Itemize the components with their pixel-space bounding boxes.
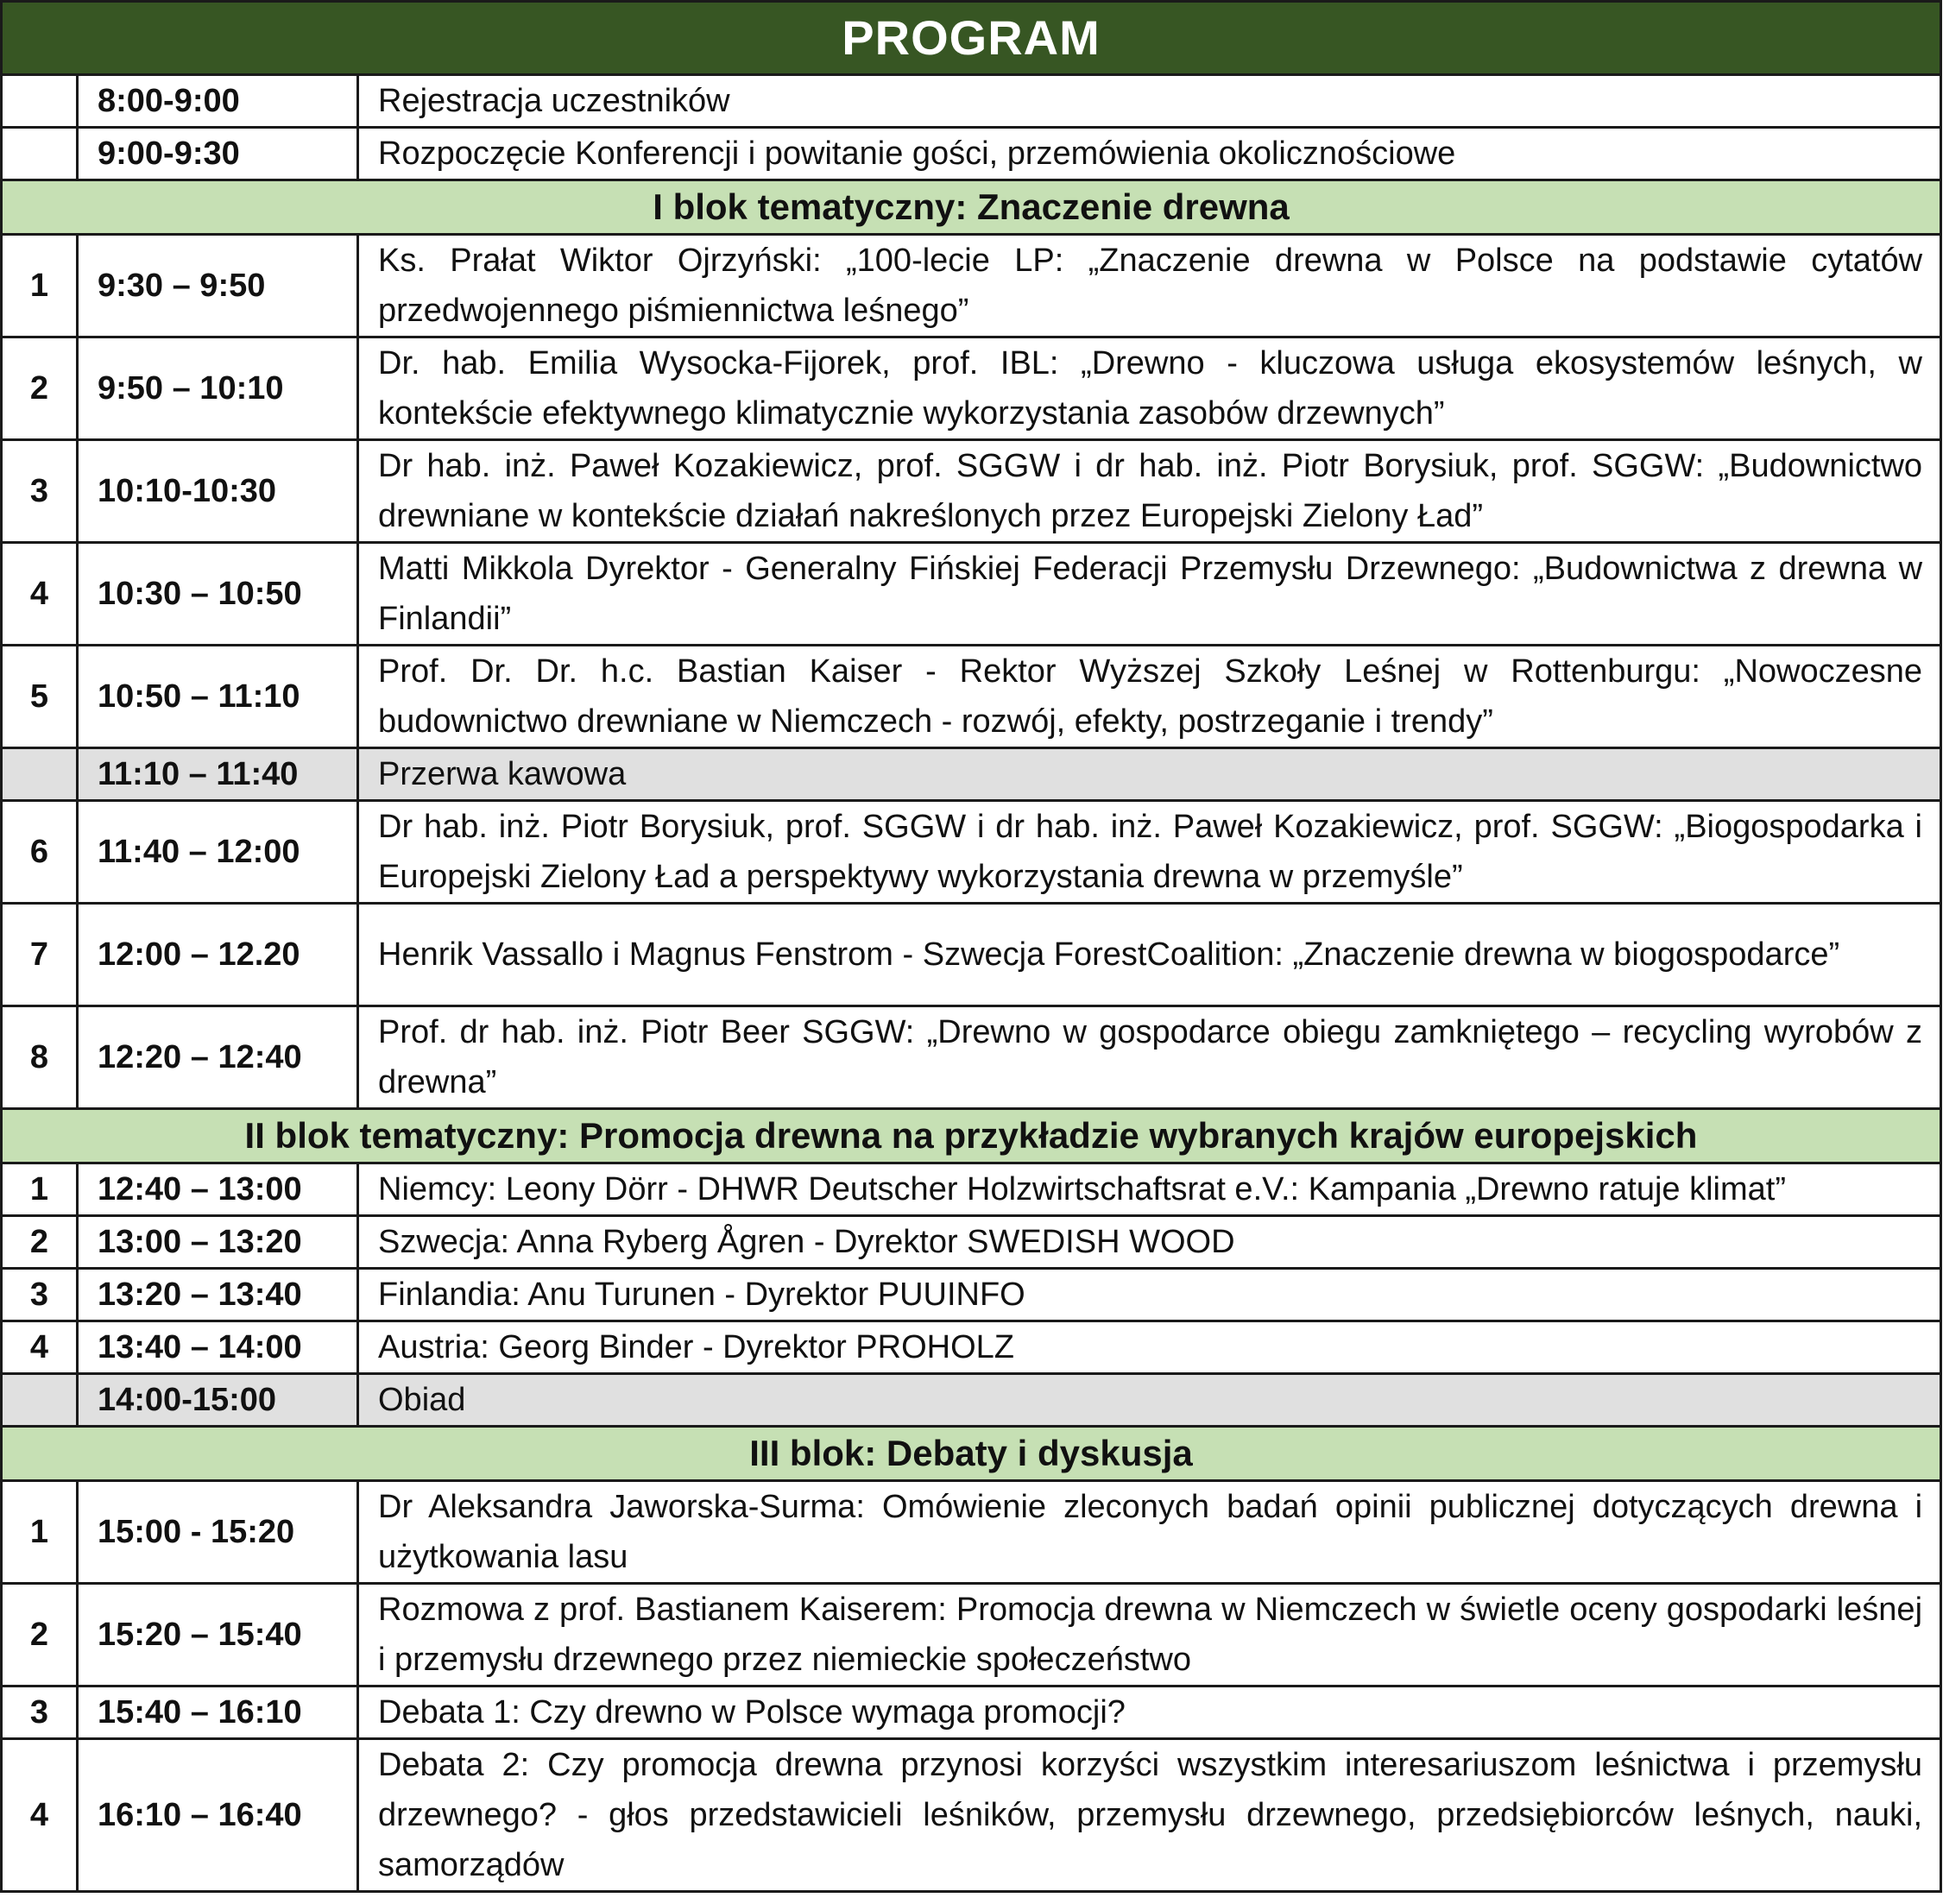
item-description: Ks. Prałat Wiktor Ojrzyński: „100-lecie LP: „Znaczenie drewna w Polsce na podstawie cytatów przedwojennego piśmiennictwa leśnego” <box>358 235 1941 337</box>
table-row <box>2 1163 1941 1216</box>
item-number: 3 <box>2 440 78 543</box>
item-description: Prof. Dr. Dr. h.c. Bastian Kaiser - Rektor Wyższej Szkoły Leśnej w Rottenburgu: „Nowoczesne budownictwo drewniane w Niemczech - rozwój, efekty, postrzeganie i trendy” <box>358 646 1941 748</box>
section-row <box>2 180 1941 235</box>
item-time: 15:00 - 15:20 <box>78 1481 358 1584</box>
item-time: 15:40 – 16:10 <box>78 1686 358 1739</box>
section-row <box>2 1109 1941 1163</box>
item-number: 4 <box>2 1321 78 1374</box>
item-number: 3 <box>2 1686 78 1739</box>
item-description: Prof. dr hab. inż. Piotr Beer SGGW: „Drewno w gospodarce obiegu zamkniętego – recycling wyrobów z drewna” <box>358 1006 1941 1109</box>
table-row <box>2 1321 1941 1374</box>
item-description: Rozpoczęcie Konferencji i powitanie gości, przemówienia okolicznościowe <box>358 128 1941 180</box>
item-description: Finlandia: Anu Turunen - Dyrektor PUUINFO <box>358 1269 1941 1321</box>
item-time: 13:40 – 14:00 <box>78 1321 358 1374</box>
item-description: Debata 2: Czy promocja drewna przynosi korzyści wszystkim interesariuszom leśnictwa i przemysłu drzewnego? - głos przedstawicieli leśników, przemysłu drzewnego, przedsiębiorców leśnych, nauki, samorządów <box>358 1739 1941 1892</box>
item-number: 6 <box>2 801 78 904</box>
table-row <box>2 646 1941 748</box>
item-time: 8:00-9:00 <box>78 75 358 128</box>
item-number: 4 <box>2 1739 78 1892</box>
item-time: 10:30 – 10:50 <box>78 543 358 646</box>
table-row <box>2 801 1941 904</box>
item-number: 2 <box>2 337 78 440</box>
item-time: 12:00 – 12.20 <box>78 904 358 1006</box>
item-number: 5 <box>2 646 78 748</box>
item-description: Dr hab. inż. Paweł Kozakiewicz, prof. SGGW i dr hab. inż. Piotr Borysiuk, prof. SGGW: „Budownictwo drewniane w kontekście działań nakreślonych przez Europejski Zielony Ład” <box>358 440 1941 543</box>
table-row <box>2 1269 1941 1321</box>
item-time: 11:10 – 11:40 <box>78 748 358 801</box>
item-time: 16:10 – 16:40 <box>78 1739 358 1892</box>
item-number: 8 <box>2 1006 78 1109</box>
item-time: 9:00-9:30 <box>78 128 358 180</box>
table-row <box>2 128 1941 180</box>
item-number <box>2 1374 78 1427</box>
table-row <box>2 75 1941 128</box>
table-row <box>2 1739 1941 1892</box>
item-number: 1 <box>2 1481 78 1584</box>
item-time: 11:40 – 12:00 <box>78 801 358 904</box>
item-number <box>2 748 78 801</box>
item-description: Dr Aleksandra Jaworska-Surma: Omówienie zleconych badań opinii publicznej dotyczących drewna i użytkowania lasu <box>358 1481 1941 1584</box>
item-description: Szwecja: Anna Ryberg Ågren - Dyrektor SWEDISH WOOD <box>358 1216 1941 1269</box>
item-time: 10:50 – 11:10 <box>78 646 358 748</box>
item-number: 7 <box>2 904 78 1006</box>
item-time: 12:40 – 13:00 <box>78 1163 358 1216</box>
item-description: Matti Mikkola Dyrektor - Generalny Fińskiej Federacji Przemysłu Drzewnego: „Budownictwa z drewna w Finlandii” <box>358 543 1941 646</box>
table-row <box>2 235 1941 337</box>
item-description: Niemcy: Leony Dörr - DHWR Deutscher Holzwirtschaftsrat e.V.: Kampania „Drewno ratuje klimat” <box>358 1163 1941 1216</box>
item-description: Debata 1: Czy drewno w Polsce wymaga promocji? <box>358 1686 1941 1739</box>
section-heading-block2: II blok tematyczny: Promocja drewna na przykładzie wybranych krajów europejskich <box>2 1109 1941 1163</box>
item-time: 15:20 – 15:40 <box>78 1584 358 1686</box>
item-description: Henrik Vassallo i Magnus Fenstrom - Szwecja ForestCoalition: „Znaczenie drewna w biogospodarce” <box>358 904 1941 1006</box>
item-number: 1 <box>2 235 78 337</box>
item-time: 10:10-10:30 <box>78 440 358 543</box>
item-number <box>2 75 78 128</box>
item-time: 9:30 – 9:50 <box>78 235 358 337</box>
break-row <box>2 748 1941 801</box>
table-row <box>2 337 1941 440</box>
section-heading-block3: III blok: Debaty i dyskusja <box>2 1427 1941 1481</box>
item-time: 13:20 – 13:40 <box>78 1269 358 1321</box>
item-description: Rejestracja uczestników <box>358 75 1941 128</box>
item-time: 12:20 – 12:40 <box>78 1006 358 1109</box>
break-description: Obiad <box>358 1374 1941 1427</box>
item-number: 3 <box>2 1269 78 1321</box>
table-row <box>2 543 1941 646</box>
break-description: Przerwa kawowa <box>358 748 1941 801</box>
item-number: 2 <box>2 1584 78 1686</box>
item-description: Austria: Georg Binder - Dyrektor PROHOLZ <box>358 1321 1941 1374</box>
table-row <box>2 1584 1941 1686</box>
table-row <box>2 1006 1941 1109</box>
item-description: Dr hab. inż. Piotr Borysiuk, prof. SGGW i dr hab. inż. Paweł Kozakiewicz, prof. SGGW: „Biogospodarka i Europejski Zielony Ład a perspektywy wykorzystania drewna w przemyśle” <box>358 801 1941 904</box>
item-description: Dr. hab. Emilia Wysocka-Fijorek, prof. IBL: „Drewno - kluczowa usługa ekosystemów leśnych, w kontekście efektywnego klimatycznie wykorzystania zasobów drzewnych” <box>358 337 1941 440</box>
section-row <box>2 1427 1941 1481</box>
item-number <box>2 128 78 180</box>
table-row <box>2 904 1941 1006</box>
program-title: PROGRAM <box>2 2 1941 75</box>
section-heading-block1: I blok tematyczny: Znaczenie drewna <box>2 180 1941 235</box>
item-description: Rozmowa z prof. Bastianem Kaiserem: Promocja drewna w Niemczech w świetle oceny gospodarki leśnej i przemysłu drzewnego przez niemieckie społeczeństwo <box>358 1584 1941 1686</box>
item-time: 14:00-15:00 <box>78 1374 358 1427</box>
table-row <box>2 1481 1941 1584</box>
break-row <box>2 1374 1941 1427</box>
item-number: 2 <box>2 1216 78 1269</box>
table-row <box>2 1216 1941 1269</box>
table-row <box>2 440 1941 543</box>
table-row <box>2 1686 1941 1739</box>
item-time: 9:50 – 10:10 <box>78 337 358 440</box>
title-row <box>2 2 1941 75</box>
item-number: 4 <box>2 543 78 646</box>
item-number: 1 <box>2 1163 78 1216</box>
item-time: 13:00 – 13:20 <box>78 1216 358 1269</box>
